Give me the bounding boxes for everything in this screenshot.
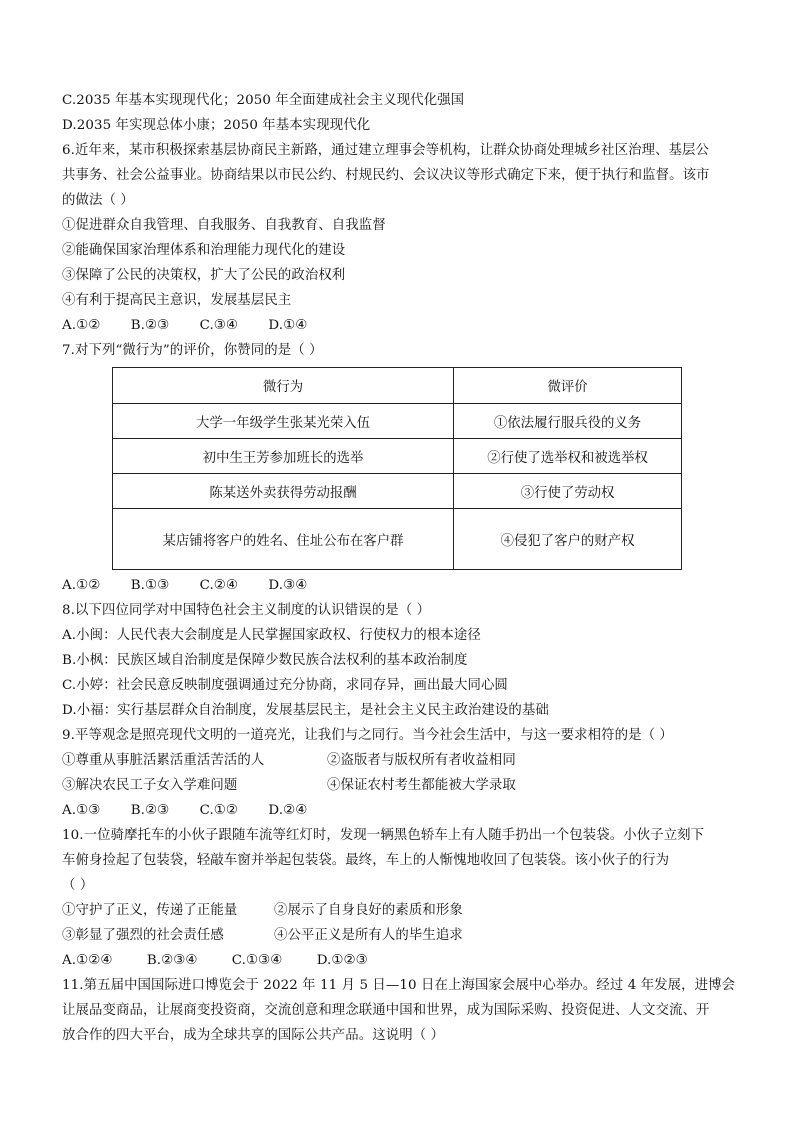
question-10 xyxy=(62,823,742,973)
q9-stem: 9.平等观念是照亮现代文明的一道亮光，让我们与之同行。当今社会生活中，与这一要求相符的是（ ） xyxy=(62,728,673,743)
q11-stem-line: 放合作的四大平台，成为全球共享的国际公共产品。这说明（ ） xyxy=(62,1028,445,1043)
table-cell: ②行使了选举权和被选举权 xyxy=(454,439,682,474)
q9-item: ②盗版者与版权所有者收益相同 xyxy=(327,753,516,768)
q8-stem: 8.以下四位同学对中国特色社会主义制度的认识错误的是（ ） xyxy=(62,603,431,618)
q10-options xyxy=(62,948,742,973)
table-cell: 初中生王芳参加班长的选举 xyxy=(113,439,454,474)
q10-stem-line: 10.一位骑摩托车的小伙子跟随车流等红灯时，发现一辆黑色轿车上有人随手扔出一个包装袋。小伙子立刻下 xyxy=(62,828,705,843)
q6-stem-line: 共事务、社会公益事业。协商结果以市民公约、村规民约、会议决议等形式确定下来，便于执行和监督。该市 xyxy=(62,168,710,183)
q10-items-row xyxy=(62,923,742,948)
q7-option-b: B.①③ xyxy=(130,578,170,593)
q9-item: ③解决农民工子女入学难问题 xyxy=(62,778,238,793)
q6-stem-line: 的做法（ ） xyxy=(62,193,134,208)
table-row xyxy=(113,474,682,509)
q9-item: ④保证农村考生都能被大学录取 xyxy=(327,778,516,793)
q9-option-d: D.②④ xyxy=(268,803,308,818)
q10-stem-line: 车俯身捡起了包装袋，轻敲车窗并举起包装袋。最终，车上的人惭愧地收回了包装袋。该小伙子的行为 xyxy=(62,853,670,868)
q9-option-c: C.①② xyxy=(199,803,239,818)
q9-item: ①尊重从事脏活累活重活苦活的人 xyxy=(62,753,265,768)
q8-option-d: D.小福：实行基层群众自治制度，发展基层民主，是社会主义民主政治建设的基础 xyxy=(62,703,549,718)
question-6 xyxy=(62,138,742,338)
q10-item: ③彰显了强烈的社会责任感 xyxy=(62,928,224,943)
table-cell: ③行使了劳动权 xyxy=(454,474,682,509)
table-cell: 大学一年级学生张某光荣入伍 xyxy=(113,404,454,439)
q7-option-c: C.②④ xyxy=(199,578,239,593)
q10-item: ①守护了正义，传递了正能量 xyxy=(62,903,238,918)
table-row xyxy=(113,404,682,439)
table-row xyxy=(113,509,682,570)
q7-option-a: A.①② xyxy=(62,578,101,593)
q9-option-b: B.②③ xyxy=(130,803,170,818)
q9-items-row xyxy=(62,748,742,773)
option-c-prev: C.2035 年基本实现现代化；2050 年全面建成社会主义现代化强国 xyxy=(62,93,465,108)
q6-option-c: C.③④ xyxy=(199,318,239,333)
q11-stem-line: 11.第五届中国国际进口博览会于 2022 年 11 月 5 日—10 日在上海国家会展中心举办。经过 4 年发展，进博会 xyxy=(62,978,736,993)
option-d-prev: D.2035 年实现总体小康；2050 年基本实现现代化 xyxy=(62,118,371,133)
q8-option-c: C.小婷：社会民意反映制度强调通过充分协商，求同存异，画出最大同心圆 xyxy=(62,678,508,693)
q11-stem-line: 让展品变商品，让展商变投资商，交流创意和理念联通中国和世界，成为国际采购、投资促进、人文交流、开 xyxy=(62,1003,710,1018)
q9-option-a: A.①③ xyxy=(62,803,101,818)
table-row xyxy=(113,439,682,474)
q8-option-a: A.小闽：人民代表大会制度是人民掌握国家政权、行使权力的根本途径 xyxy=(62,628,481,643)
table-cell: ①依法履行服兵役的义务 xyxy=(454,404,682,439)
q6-option-b: B.②③ xyxy=(130,318,170,333)
q7-options xyxy=(62,573,742,598)
q10-option-b: B.②③④ xyxy=(146,953,198,968)
question-11 xyxy=(62,973,742,1048)
question-7 xyxy=(62,338,742,598)
table-header-row xyxy=(113,368,682,404)
table-cell: ④侵犯了客户的财产权 xyxy=(454,509,682,570)
q6-stem-line: 6.近年来，某市积极探索基层协商民主新路，通过建立理事会等机构，让群众协商处理城乡社区治理、基层公 xyxy=(62,143,710,158)
table-header-cell: 微行为 xyxy=(113,368,454,404)
q10-option-c: C.①③④ xyxy=(231,953,283,968)
q6-item: ④有利于提高民主意识，发展基层民主 xyxy=(62,293,292,308)
q10-item: ④公平正义是所有人的毕生追求 xyxy=(274,928,463,943)
table-cell: 某店铺将客户的姓名、住址公布在客户群 xyxy=(113,509,454,570)
q7-stem: 7.对下列“微行为”的评价，你赞同的是（ ） xyxy=(62,343,323,358)
q6-option-d: D.①④ xyxy=(268,318,308,333)
q10-stem-line: （ ） xyxy=(62,878,94,893)
q6-item: ③保障了公民的决策权，扩大了公民的政治权利 xyxy=(62,268,346,283)
q10-items-row xyxy=(62,898,742,923)
q8-option-b: B.小枫：民族区域自治制度是保障少数民族合法权利的基本政治制度 xyxy=(62,653,468,668)
q10-option-d: D.①②③ xyxy=(316,953,368,968)
q10-option-a: A.①②④ xyxy=(62,953,113,968)
q6-options xyxy=(62,313,742,338)
q10-item: ②展示了自身良好的素质和形象 xyxy=(274,903,463,918)
q9-options xyxy=(62,798,742,823)
q7-table xyxy=(112,367,682,570)
question-8 xyxy=(62,598,742,723)
q7-option-d: D.③④ xyxy=(268,578,308,593)
table-cell: 陈某送外卖获得劳动报酬 xyxy=(113,474,454,509)
question-9 xyxy=(62,723,742,823)
q6-option-a: A.①② xyxy=(62,318,101,333)
table-header-cell: 微评价 xyxy=(454,368,682,404)
q6-item: ①促进群众自我管理、自我服务、自我教育、自我监督 xyxy=(62,218,386,233)
exam-page xyxy=(62,88,742,1048)
q6-item: ②能确保国家治理体系和治理能力现代化的建设 xyxy=(62,243,346,258)
q9-items-row xyxy=(62,773,742,798)
